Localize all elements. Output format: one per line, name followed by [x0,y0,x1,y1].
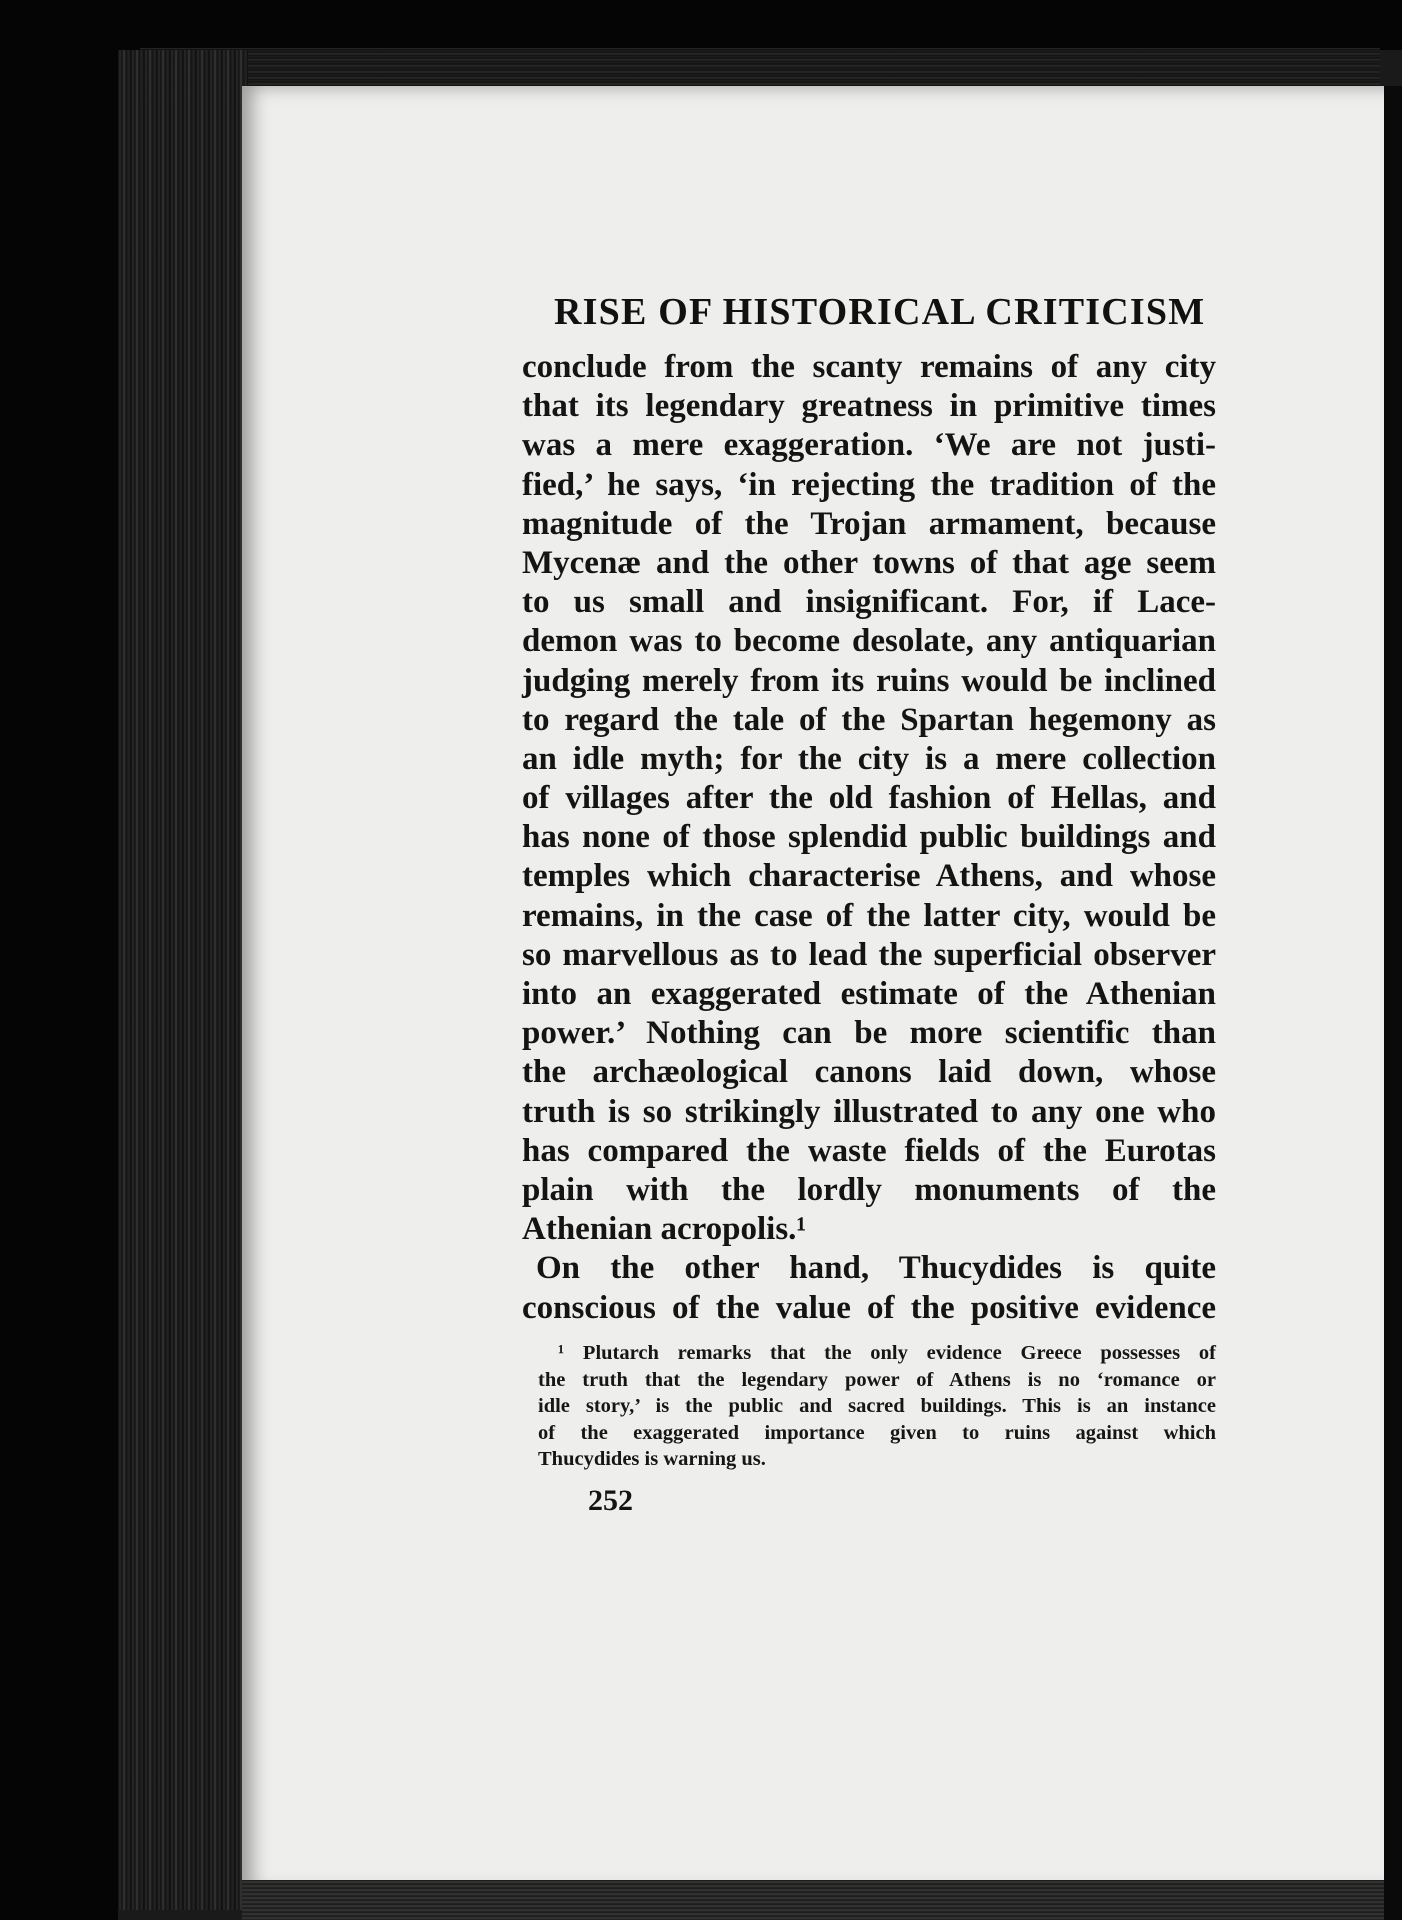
body-line: Mycenæ and the other towns of that age seem [522,544,1216,581]
body-line: judging merely from its ruins would be inclined [522,662,1216,699]
body-line: the archæological canons laid down, whose [522,1054,1216,1091]
footnote-line: ¹ Plutarch remarks that the only evidence Greece possesses of [558,1342,1216,1364]
body-line: so marvellous as to lead the superficial observer [522,936,1216,973]
body-line: has none of those splendid public buildings and [522,819,1216,856]
body-line: magnitude of the Trojan armament, because [522,505,1216,542]
right-shadow [1384,86,1402,1920]
body-line: into an exaggerated estimate of the Athenian [522,976,1216,1012]
page-number: 252 [588,1484,633,1517]
body-line: conclude from the scanty remains of any city [522,349,1216,385]
body-line: has compared the waste fields of the Eurotas [522,1132,1216,1169]
body-line: conscious of the value of the positive evidence [522,1289,1216,1326]
footnote-line: Thucydides is warning us. [538,1448,766,1471]
body-line: of villages after the old fashion of Hellas, and [522,780,1216,817]
body-line: On the other hand, Thucydides is quite [536,1250,1216,1287]
footnote-line: of the exaggerated importance given to ruins against which [538,1421,1216,1444]
body-line: fied,’ he says, ‘in rejecting the tradition of the [522,466,1216,503]
footnote-line: idle story,’ is the public and sacred buildings. This is an instance [538,1395,1216,1418]
body-line: that its legendary greatness in primitive times [522,388,1216,425]
body-line: temples which characterise Athens, and whose [522,858,1216,895]
body-line: demon was to become desolate, any antiquarian [522,623,1216,660]
page-edges [118,50,248,1910]
footnote-line: the truth that the legendary power of Athens is no ‘romance or [538,1368,1216,1391]
body-line: Athenian acropolis.¹ [522,1211,807,1248]
body-text [522,348,1216,1328]
footnote [538,1340,1216,1473]
body-line: an idle myth; for the city is a mere collection [522,740,1216,777]
body-line: to regard the tale of the Spartan hegemony as [522,701,1216,738]
page-bottom-edge [242,1880,1402,1920]
body-line: truth is so strikingly illustrated to any one who [522,1093,1216,1130]
body-line: power.’ Nothing can be more scientific than [522,1015,1216,1052]
body-line: plain with the lordly monuments of the [522,1171,1216,1208]
body-line: was a mere exaggeration. ‘We are not justi- [522,427,1216,464]
body-line: remains, in the case of the latter city, would be [522,897,1216,934]
body-line: to us small and insignificant. For, if Lace- [522,584,1216,621]
running-head: RISE OF HISTORICAL CRITICISM [554,291,1206,333]
